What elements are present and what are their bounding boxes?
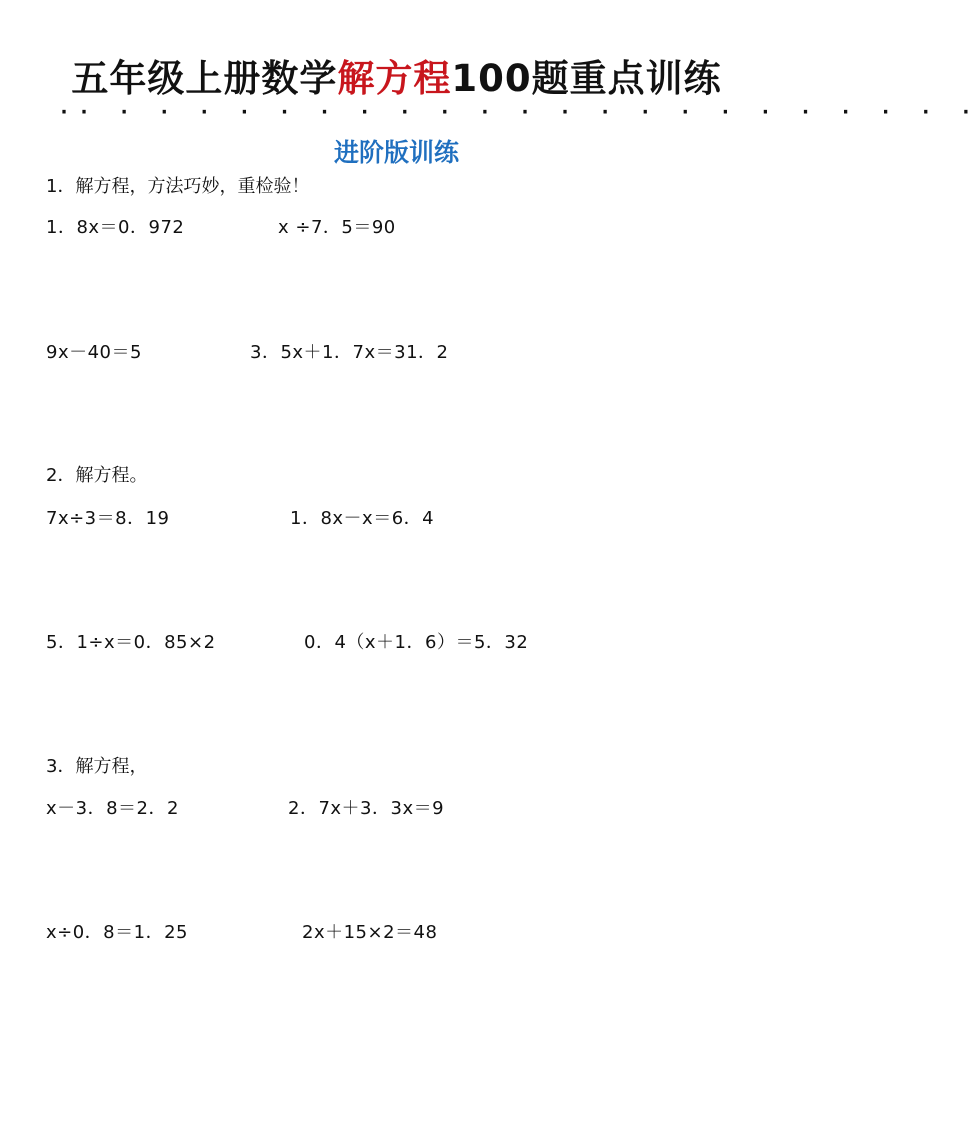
equation-1a: 1．8x＝0．972	[46, 217, 185, 238]
title-part1: 五年级上册数学	[71, 57, 338, 100]
question-3-heading: 3．解方程，	[46, 756, 148, 777]
equation-1c: 9x－40＝5	[46, 342, 142, 363]
equation-3b: 2．7x＋3．3x＝9	[288, 798, 445, 819]
equation-2d: 0．4（x＋1．6）＝5．32	[304, 632, 529, 653]
equation-1b: x ÷7．5＝90	[278, 217, 396, 238]
equation-3a: x－3．8＝2．2	[46, 798, 179, 819]
title-part2: 100题重点训练	[451, 57, 722, 100]
equation-3d: 2x＋15×2＝48	[302, 922, 438, 943]
equation-3c: x÷0．8＝1．25	[46, 922, 188, 943]
dotted-divider: ·· · · · · · · · · · · · · · · · · · · · · · ·	[58, 100, 980, 124]
section-subtitle: 进阶版训练	[333, 138, 459, 167]
page-title	[0, 48, 793, 102]
equation-2c: 5．1÷x＝0．85×2	[46, 632, 216, 653]
equation-2a: 7x÷3＝8．19	[46, 508, 170, 529]
equation-2b: 1．8x－x＝6．4	[290, 508, 435, 529]
equation-1d: 3．5x＋1．7x＝31．2	[250, 342, 449, 363]
question-2-heading: 2．解方程。	[46, 465, 148, 486]
question-1-heading: 1．解方程，方法巧妙，重检验！	[46, 176, 310, 197]
title-highlight: 解方程	[337, 57, 452, 100]
